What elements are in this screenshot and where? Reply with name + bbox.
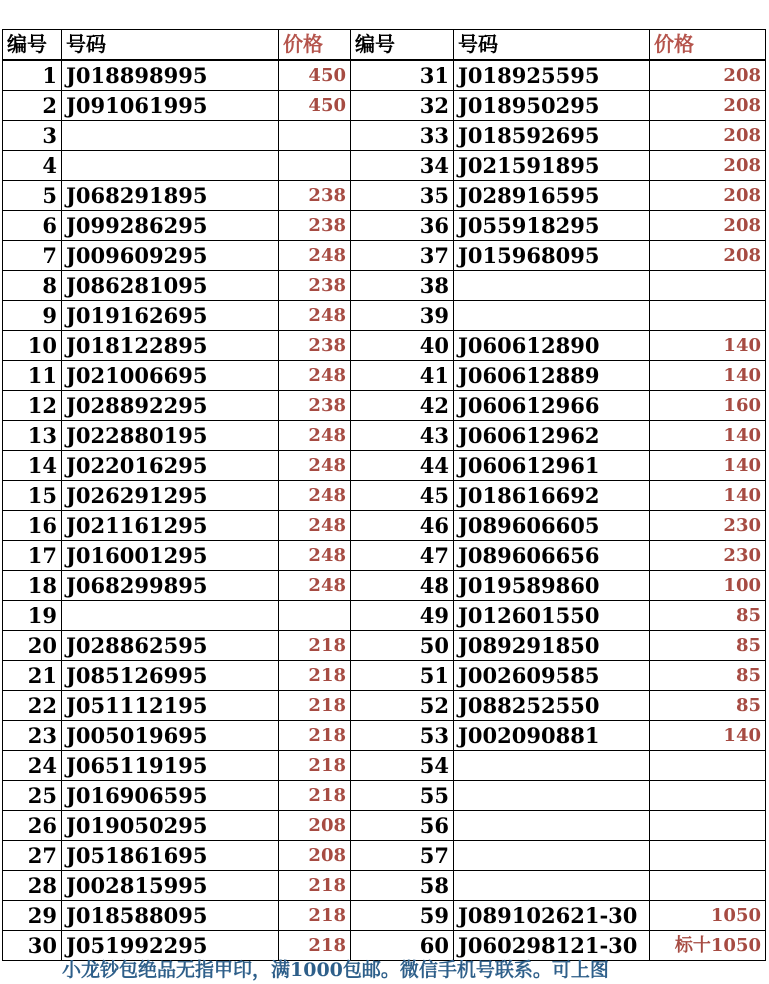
code-cell: J002090881 xyxy=(454,721,650,751)
price-cell: 450 xyxy=(279,60,351,91)
price-cell: 85 xyxy=(650,631,766,661)
row-number-cell: 2 xyxy=(3,91,62,121)
table-row xyxy=(3,691,766,721)
row-number-cell: 1 xyxy=(3,60,62,91)
price-cell: 218 xyxy=(279,631,351,661)
table-row xyxy=(3,60,766,91)
price-cell: 248 xyxy=(279,421,351,451)
row-number-cell: 45 xyxy=(351,481,454,511)
table-row xyxy=(3,331,766,361)
code-cell: J085126995 xyxy=(62,661,279,691)
row-number-cell: 16 xyxy=(3,511,62,541)
header-code-right: 号码 xyxy=(454,30,650,61)
code-cell: J060612890 xyxy=(454,331,650,361)
row-number-cell: 25 xyxy=(3,781,62,811)
table-row xyxy=(3,631,766,661)
code-cell: J019162695 xyxy=(62,301,279,331)
code-cell: J002815995 xyxy=(62,871,279,901)
code-cell: J019050295 xyxy=(62,811,279,841)
row-number-cell: 43 xyxy=(351,421,454,451)
row-number-cell: 7 xyxy=(3,241,62,271)
row-number-cell: 13 xyxy=(3,421,62,451)
row-number-cell: 27 xyxy=(3,841,62,871)
row-number-cell: 59 xyxy=(351,901,454,931)
code-cell: J019589860 xyxy=(454,571,650,601)
code-cell: J051861695 xyxy=(62,841,279,871)
code-cell: J015968095 xyxy=(454,241,650,271)
code-cell: J021591895 xyxy=(454,151,650,181)
price-cell: 248 xyxy=(279,301,351,331)
price-table xyxy=(2,29,766,961)
code-cell: J099286295 xyxy=(62,211,279,241)
price-cell xyxy=(650,271,766,301)
row-number-cell: 42 xyxy=(351,391,454,421)
code-cell: J065119195 xyxy=(62,751,279,781)
price-cell: 140 xyxy=(650,721,766,751)
table-row xyxy=(3,721,766,751)
row-number-cell: 14 xyxy=(3,451,62,481)
price-cell: 248 xyxy=(279,451,351,481)
row-number-cell: 23 xyxy=(3,721,62,751)
row-number-cell: 3 xyxy=(3,121,62,151)
row-number-cell: 60 xyxy=(351,931,454,961)
price-cell: 218 xyxy=(279,871,351,901)
code-cell: J012601550 xyxy=(454,601,650,631)
table-row xyxy=(3,391,766,421)
table-row xyxy=(3,361,766,391)
code-cell: J051992295 xyxy=(62,931,279,961)
row-number-cell: 5 xyxy=(3,181,62,211)
code-cell xyxy=(454,871,650,901)
row-number-cell: 9 xyxy=(3,301,62,331)
price-cell: 85 xyxy=(650,691,766,721)
price-cell: 238 xyxy=(279,271,351,301)
row-number-cell: 6 xyxy=(3,211,62,241)
table-row xyxy=(3,571,766,601)
code-cell: J060612966 xyxy=(454,391,650,421)
code-cell: J018588095 xyxy=(62,901,279,931)
code-cell: J068291895 xyxy=(62,181,279,211)
row-number-cell: 36 xyxy=(351,211,454,241)
code-cell xyxy=(62,151,279,181)
code-cell: J055918295 xyxy=(454,211,650,241)
code-cell: J028892295 xyxy=(62,391,279,421)
table-row xyxy=(3,121,766,151)
table-row xyxy=(3,241,766,271)
row-number-cell: 19 xyxy=(3,601,62,631)
code-cell: J028862595 xyxy=(62,631,279,661)
code-cell: J009609295 xyxy=(62,241,279,271)
row-number-cell: 39 xyxy=(351,301,454,331)
code-cell: J068299895 xyxy=(62,571,279,601)
table-row xyxy=(3,661,766,691)
price-cell: 248 xyxy=(279,481,351,511)
table-row xyxy=(3,601,766,631)
price-cell: 248 xyxy=(279,511,351,541)
price-cell: 140 xyxy=(650,361,766,391)
code-cell: J089606605 xyxy=(454,511,650,541)
price-cell: 230 xyxy=(650,511,766,541)
price-cell xyxy=(279,601,351,631)
header-code-left: 号码 xyxy=(62,30,279,61)
code-cell: J018616692 xyxy=(454,481,650,511)
price-cell xyxy=(650,781,766,811)
price-cell: 218 xyxy=(279,751,351,781)
table-row xyxy=(3,781,766,811)
code-cell: J002609585 xyxy=(454,661,650,691)
code-cell: J089102621-30 xyxy=(454,901,650,931)
row-number-cell: 48 xyxy=(351,571,454,601)
header-price-right: 价格 xyxy=(650,30,766,61)
price-cell xyxy=(650,751,766,781)
code-cell: J091061995 xyxy=(62,91,279,121)
price-cell: 208 xyxy=(650,60,766,91)
row-number-cell: 58 xyxy=(351,871,454,901)
code-cell: J018122895 xyxy=(62,331,279,361)
table-row xyxy=(3,541,766,571)
row-number-cell: 29 xyxy=(3,901,62,931)
price-cell: 218 xyxy=(279,781,351,811)
price-cell: 标十1050 xyxy=(650,931,766,961)
price-cell: 208 xyxy=(650,91,766,121)
row-number-cell: 50 xyxy=(351,631,454,661)
price-cell xyxy=(650,301,766,331)
price-cell: 248 xyxy=(279,241,351,271)
code-cell: J060612889 xyxy=(454,361,650,391)
code-cell: J026291295 xyxy=(62,481,279,511)
price-cell: 238 xyxy=(279,211,351,241)
price-cell: 208 xyxy=(279,841,351,871)
row-number-cell: 54 xyxy=(351,751,454,781)
price-cell: 248 xyxy=(279,361,351,391)
price-cell: 1050 xyxy=(650,901,766,931)
row-number-cell: 55 xyxy=(351,781,454,811)
code-cell: J021006695 xyxy=(62,361,279,391)
row-number-cell: 26 xyxy=(3,811,62,841)
code-cell: J060612961 xyxy=(454,451,650,481)
code-cell xyxy=(454,301,650,331)
table-row xyxy=(3,841,766,871)
price-cell: 208 xyxy=(650,151,766,181)
code-cell: J018898995 xyxy=(62,60,279,91)
row-number-cell: 22 xyxy=(3,691,62,721)
row-number-cell: 44 xyxy=(351,451,454,481)
code-cell: J016906595 xyxy=(62,781,279,811)
price-cell: 208 xyxy=(650,181,766,211)
row-number-cell: 47 xyxy=(351,541,454,571)
row-number-cell: 8 xyxy=(3,271,62,301)
price-cell: 85 xyxy=(650,601,766,631)
price-cell: 208 xyxy=(650,121,766,151)
price-cell: 218 xyxy=(279,661,351,691)
code-cell: J089606656 xyxy=(454,541,650,571)
table-row xyxy=(3,301,766,331)
price-cell: 208 xyxy=(650,211,766,241)
code-cell: J018592695 xyxy=(454,121,650,151)
price-cell: 238 xyxy=(279,181,351,211)
row-number-cell: 11 xyxy=(3,361,62,391)
table-row xyxy=(3,751,766,781)
price-cell: 218 xyxy=(279,931,351,961)
price-cell: 140 xyxy=(650,421,766,451)
code-cell xyxy=(454,841,650,871)
code-cell: J022016295 xyxy=(62,451,279,481)
header-number-right: 编号 xyxy=(351,30,454,61)
row-number-cell: 51 xyxy=(351,661,454,691)
code-cell xyxy=(454,271,650,301)
row-number-cell: 17 xyxy=(3,541,62,571)
code-cell: J060612962 xyxy=(454,421,650,451)
row-number-cell: 30 xyxy=(3,931,62,961)
code-cell xyxy=(454,751,650,781)
row-number-cell: 52 xyxy=(351,691,454,721)
header-number-left: 编号 xyxy=(3,30,62,61)
code-cell xyxy=(62,601,279,631)
row-number-cell: 57 xyxy=(351,841,454,871)
code-cell: J021161295 xyxy=(62,511,279,541)
row-number-cell: 40 xyxy=(351,331,454,361)
code-cell: J022880195 xyxy=(62,421,279,451)
code-cell: J018950295 xyxy=(454,91,650,121)
row-number-cell: 18 xyxy=(3,571,62,601)
code-cell: J018925595 xyxy=(454,60,650,91)
row-number-cell: 12 xyxy=(3,391,62,421)
price-cell xyxy=(650,871,766,901)
row-number-cell: 49 xyxy=(351,601,454,631)
row-number-cell: 10 xyxy=(3,331,62,361)
row-number-cell: 34 xyxy=(351,151,454,181)
price-cell: 208 xyxy=(279,811,351,841)
code-cell: J088252550 xyxy=(454,691,650,721)
price-cell: 140 xyxy=(650,481,766,511)
price-cell: 248 xyxy=(279,571,351,601)
price-cell: 208 xyxy=(650,241,766,271)
table-row xyxy=(3,451,766,481)
table-row xyxy=(3,901,766,931)
code-cell: J089291850 xyxy=(454,631,650,661)
price-cell: 238 xyxy=(279,391,351,421)
row-number-cell: 56 xyxy=(351,811,454,841)
footer-note: 小龙钞包绝品无指甲印，满1000包邮。微信手机号联系。可上图 xyxy=(62,959,609,981)
table-row xyxy=(3,421,766,451)
row-number-cell: 46 xyxy=(351,511,454,541)
table-row xyxy=(3,271,766,301)
code-cell: J005019695 xyxy=(62,721,279,751)
table-row xyxy=(3,91,766,121)
table-row xyxy=(3,151,766,181)
price-cell xyxy=(279,151,351,181)
row-number-cell: 38 xyxy=(351,271,454,301)
price-cell: 218 xyxy=(279,721,351,751)
row-number-cell: 4 xyxy=(3,151,62,181)
code-cell: J051112195 xyxy=(62,691,279,721)
price-cell xyxy=(650,841,766,871)
row-number-cell: 28 xyxy=(3,871,62,901)
price-cell: 218 xyxy=(279,901,351,931)
row-number-cell: 53 xyxy=(351,721,454,751)
code-cell: J028916595 xyxy=(454,181,650,211)
row-number-cell: 37 xyxy=(351,241,454,271)
row-number-cell: 32 xyxy=(351,91,454,121)
code-cell: J060298121-30 xyxy=(454,931,650,961)
row-number-cell: 35 xyxy=(351,181,454,211)
code-cell: J086281095 xyxy=(62,271,279,301)
table-row xyxy=(3,181,766,211)
header-price-left: 价格 xyxy=(279,30,351,61)
code-cell xyxy=(454,811,650,841)
price-cell: 140 xyxy=(650,451,766,481)
row-number-cell: 15 xyxy=(3,481,62,511)
price-cell: 160 xyxy=(650,391,766,421)
table-row xyxy=(3,871,766,901)
price-cell xyxy=(650,811,766,841)
price-cell: 85 xyxy=(650,661,766,691)
header-row xyxy=(3,30,766,61)
table-row xyxy=(3,511,766,541)
table-row xyxy=(3,481,766,511)
code-cell xyxy=(454,781,650,811)
price-cell: 450 xyxy=(279,91,351,121)
row-number-cell: 21 xyxy=(3,661,62,691)
row-number-cell: 41 xyxy=(351,361,454,391)
code-cell: J016001295 xyxy=(62,541,279,571)
price-cell: 100 xyxy=(650,571,766,601)
price-cell: 230 xyxy=(650,541,766,571)
table-row xyxy=(3,211,766,241)
price-cell: 140 xyxy=(650,331,766,361)
row-number-cell: 24 xyxy=(3,751,62,781)
row-number-cell: 31 xyxy=(351,60,454,91)
table-row xyxy=(3,811,766,841)
row-number-cell: 33 xyxy=(351,121,454,151)
price-cell: 218 xyxy=(279,691,351,721)
price-cell xyxy=(279,121,351,151)
price-cell: 238 xyxy=(279,331,351,361)
price-cell: 248 xyxy=(279,541,351,571)
code-cell xyxy=(62,121,279,151)
row-number-cell: 20 xyxy=(3,631,62,661)
